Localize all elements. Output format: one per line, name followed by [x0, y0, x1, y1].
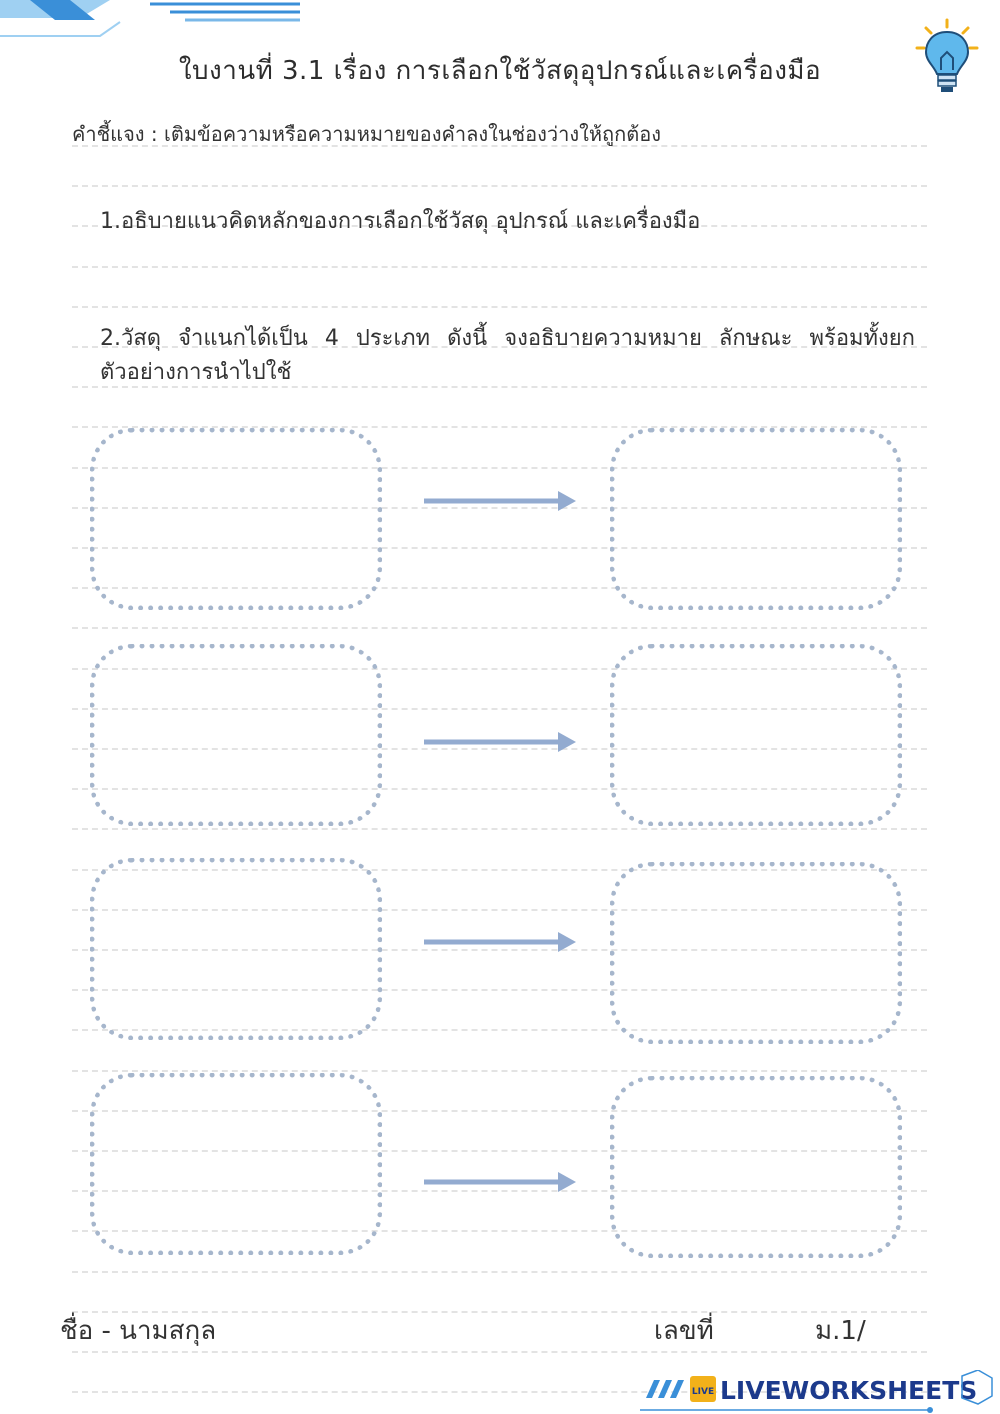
- answer-box-meaning-1[interactable]: [610, 428, 902, 610]
- answer-box-type-4[interactable]: [90, 1073, 382, 1255]
- ruled-line: [72, 828, 927, 830]
- logo-badge: LIVE: [691, 1387, 715, 1397]
- ruled-line: [72, 1351, 927, 1353]
- arrow-icon: [424, 932, 576, 952]
- ruled-line: [72, 1271, 927, 1273]
- arrow-icon: [424, 1172, 576, 1192]
- student-number-label: เลขที่: [654, 1316, 714, 1346]
- ruled-line: [72, 185, 927, 187]
- answer-box-type-1[interactable]: [90, 428, 382, 610]
- answer-box-meaning-2[interactable]: [610, 644, 902, 826]
- question-2: 2.วัสดุ จำแนกได้เป็น 4 ประเภท ดังนี้ จงอธิบายความหมาย ลักษณะ พร้อมทั้งยกตัวอย่างการนำไปใช้: [100, 326, 915, 385]
- ruled-line: [72, 306, 927, 308]
- answer-box-meaning-3[interactable]: [610, 862, 902, 1044]
- ruled-line: [72, 627, 927, 629]
- ruled-line: [72, 266, 927, 268]
- name-label: ชื่อ - นามสกุล: [60, 1316, 217, 1346]
- answer-box-type-3[interactable]: [90, 858, 382, 1040]
- answer-box-type-2[interactable]: [90, 644, 382, 826]
- corner-decoration: [0, 0, 310, 40]
- answer-box-meaning-4[interactable]: [610, 1076, 902, 1258]
- instructions-text: คำชี้แจง : เติมข้อความหรือความหมายของคำลงในช่องว่างให้ถูกต้อง: [72, 122, 662, 146]
- arrow-icon: [424, 732, 576, 752]
- liveworksheets-logo: [640, 1370, 1000, 1414]
- arrow-icon: [424, 491, 576, 511]
- class-label: ม.1/: [815, 1316, 866, 1346]
- logo-text: LIVEWORKSHEETS: [720, 1376, 978, 1405]
- question-1: 1.อธิบายแนวคิดหลักของการเลือกใช้วัสดุ อุปกรณ์ และเครื่องมือ: [100, 209, 701, 234]
- worksheet-title: ใบงานที่ 3.1 เรื่อง การเลือกใช้วัสดุอุปกรณ์และเครื่องมือ: [178, 56, 822, 86]
- ruled-line: [72, 1070, 927, 1072]
